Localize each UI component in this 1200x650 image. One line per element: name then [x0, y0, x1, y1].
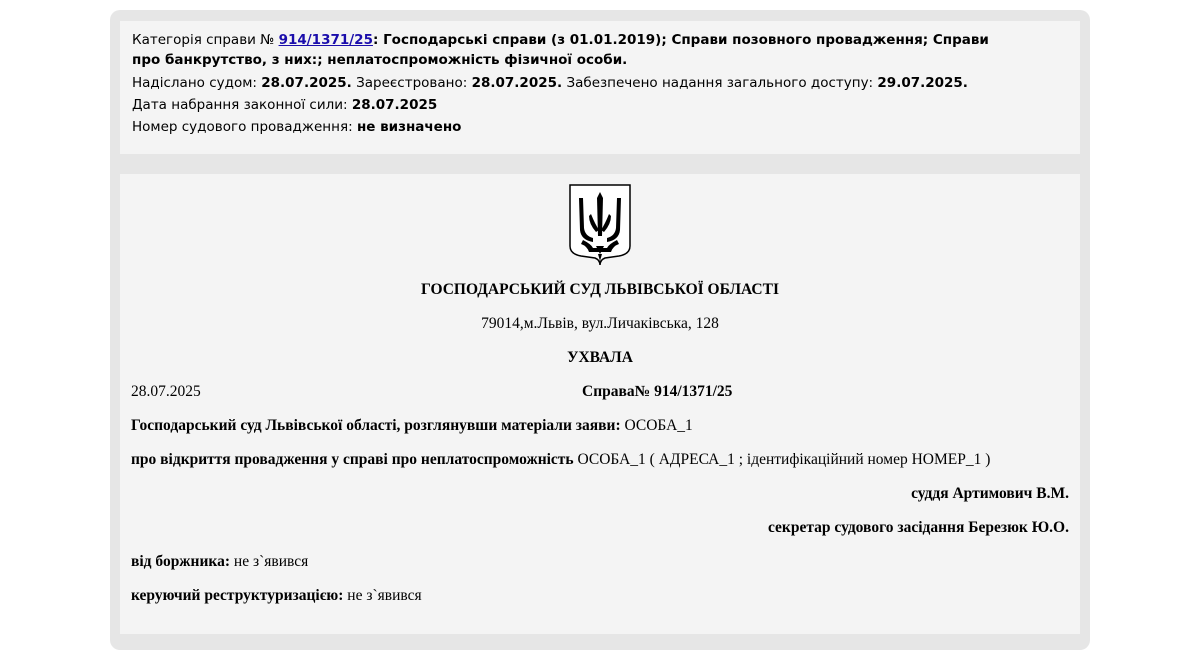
debtor-line — [131, 553, 308, 571]
secretary-line: секретар судового засідання Березюк Ю.О. — [767, 519, 1069, 536]
category-text: : Господарські справи (з 01.01.2019); Справи позовного провадження; Справи про банкрутство, з них:; неплатоспроможність фізичної особи. — [132, 32, 989, 68]
case-number: Справа№ 914/1371/25 — [582, 383, 733, 400]
document-type: УХВАЛА — [567, 349, 633, 366]
debtor-label: від боржника: — [131, 553, 231, 570]
effective-value: 28.07.2025 — [351, 97, 438, 113]
effective-label: Дата набрання законної сили: — [132, 97, 348, 113]
proceeding-label: Номер судового провадження: — [132, 119, 353, 135]
case-category-line — [132, 30, 992, 70]
court-address: 79014,м.Львів, вул.Личаківська, 128 — [481, 315, 719, 332]
manager-label: керуючий реструктуризацією: — [131, 587, 344, 604]
registered-label: Зареєстровано: — [356, 75, 468, 91]
review-bold: Господарський суд Львівської області, розглянувши матеріали заяви: — [131, 417, 621, 434]
proceeding-line — [132, 116, 1068, 138]
effective-date-line — [132, 94, 1068, 116]
case-number-link[interactable]: 914/1371/25 — [278, 32, 373, 48]
access-value: 29.07.2025. — [877, 75, 968, 91]
dates-line — [132, 72, 1068, 94]
review-text: ОСОБА_1 — [620, 417, 693, 434]
sent-label: Надіслано судом: — [132, 75, 257, 91]
sent-value: 28.07.2025. — [261, 75, 352, 91]
paragraph-review — [131, 417, 693, 435]
court-name: ГОСПОДАРСЬКИЙ СУД ЛЬВІВСЬКОЇ ОБЛАСТІ — [421, 281, 779, 298]
manager-line — [131, 587, 422, 605]
manager-value: не з`явився — [343, 587, 422, 604]
proceeding-text: ОСОБА_1 ( АДРЕСА_1 ; ідентифікаційний номер НОМЕР_1 ) — [573, 451, 991, 468]
trident-coat-of-arms-icon — [569, 184, 631, 266]
registered-value: 28.07.2025. — [471, 75, 563, 91]
proceeding-bold: про відкриття провадження у справі про неплатоспроможність — [131, 451, 574, 468]
debtor-value: не з`явився — [230, 553, 309, 570]
case-meta-panel — [120, 21, 1080, 154]
document-body — [120, 174, 1080, 634]
category-prefix: Категорія справи № — [132, 32, 275, 48]
document-date: 28.07.2025 — [131, 383, 201, 400]
judge-line: суддя Артимович В.М. — [911, 485, 1069, 502]
proceeding-value: не визначено — [356, 119, 462, 135]
paragraph-proceeding — [131, 451, 990, 469]
access-label: Забезпечено надання загального доступу: — [566, 75, 874, 91]
